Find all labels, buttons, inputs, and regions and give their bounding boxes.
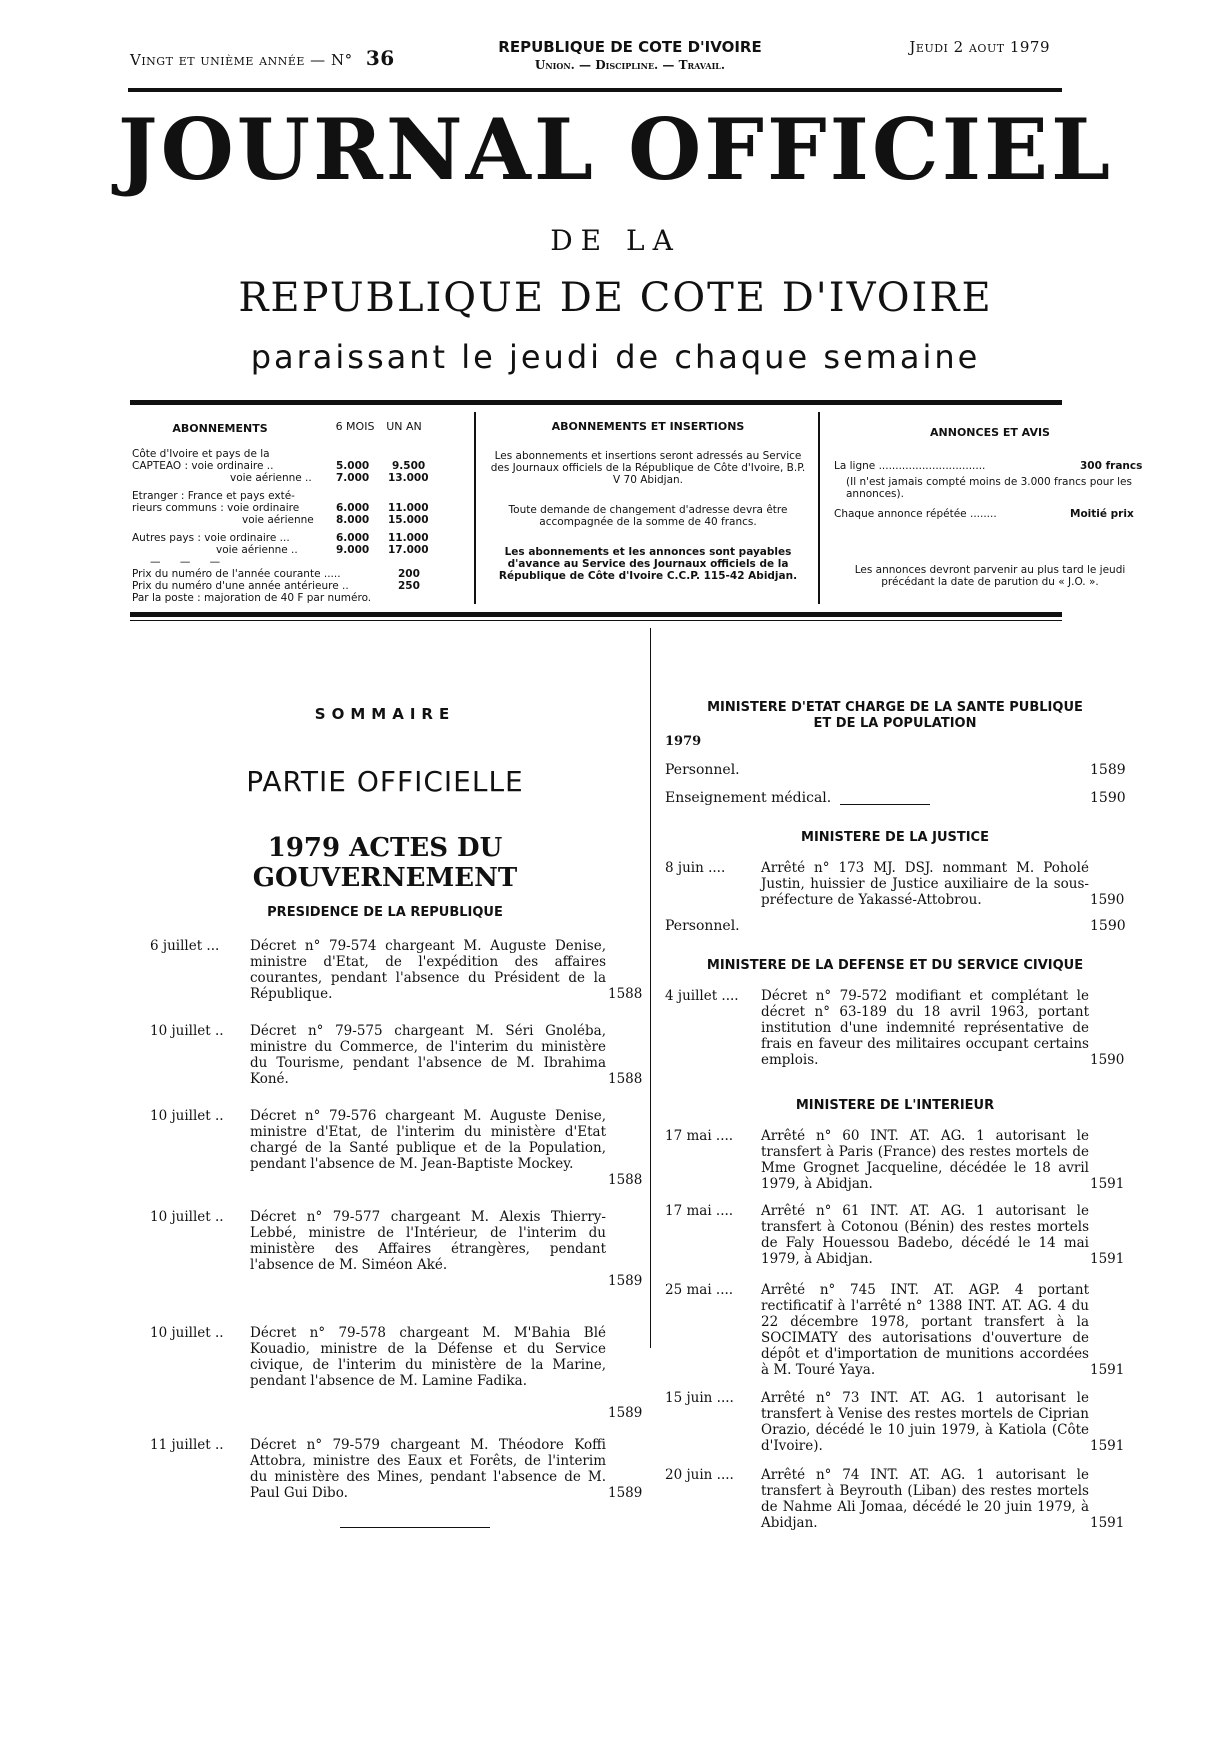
annonces-ligne: La ligne ................................ (834, 460, 986, 472)
price-current: Prix du numéro de l'année courante ..... (132, 568, 341, 580)
ci-line2: CAPTEAO : voie ordinaire .. (132, 460, 274, 472)
entry-date: 20 juin .... (665, 1467, 734, 1483)
annonces-box (830, 412, 1150, 604)
ci-b6: 7.000 (336, 472, 370, 484)
annonces-ligne-value: 300 francs (1080, 460, 1143, 472)
entry-page: 1589 (608, 1405, 643, 1421)
justice-personnel-page: 1590 (1090, 918, 1126, 934)
entry-text: Arrêté n° 173 MJ. DSJ. nommant M. Poholé Justin, huissier de Justice auxiliaire de la sous-préfecture de Yakassé-Attobrou. (761, 860, 1089, 908)
justice-personnel: Personnel. (665, 918, 740, 934)
sante-personnel-page: 1589 (1090, 762, 1126, 778)
et-line3: voie aérienne (242, 514, 314, 526)
box-divider-1 (474, 412, 476, 604)
entry-page: 1588 (608, 1172, 643, 1188)
entry-text: Décret n° 79-578 chargeant M. M'Bahia Blé Kouadio, ministre de la Défense et du Service civique, de l'interim du ministère de la Marine, pendant l'absence de M. Lamine Fadika. (250, 1325, 606, 1389)
header-republic: REPUBLIQUE DE COTE D'IVOIRE (498, 38, 762, 56)
header-motto: Union. — Discipline. — Travail. (534, 58, 726, 72)
entry-date: 4 juillet .... (665, 988, 739, 1004)
insertions-text3: Les abonnements et les annonces sont payables d'avance au Service des Journaux officiels de la République de Côte d'Ivoire C.C.P. 115-42 Abidjan. (498, 546, 798, 582)
list-item (150, 1108, 643, 1192)
six-months: 6 MOIS (335, 420, 375, 433)
column-divider (650, 628, 651, 1348)
list-item (665, 860, 1125, 908)
box-top-rule (130, 400, 1062, 405)
ci-a6: 5.000 (336, 460, 370, 472)
price-post: Par la poste : majoration de 40 F par numéro. (132, 592, 372, 604)
sommaire: SOMMAIRE (314, 705, 456, 723)
entry-date: 10 juillet .. (150, 1023, 224, 1039)
tagline: paraissant le jeudi de chaque semaine (250, 338, 981, 376)
entry-date: 6 juillet ... (150, 938, 220, 954)
subscriptions-box (130, 412, 466, 604)
entry-text: Arrêté n° 74 INT. AT. AG. 1 autorisant le transfert à Beyrouth (Liban) des restes mortels de Nahme Ali Jomaa, décédé le 20 juin 1979, à Abidjan. (761, 1467, 1089, 1531)
entry-page: 1590 (1090, 892, 1125, 908)
list-item (150, 1023, 643, 1091)
entry-date: 11 juillet .. (150, 1437, 224, 1453)
sante-enseignement-page: 1590 (1090, 790, 1126, 806)
entry-text: Arrêté n° 60 INT. AT. AG. 1 autorisant le transfert à Paris (France) des restes mortels de Mme Grognet Jacqueline, décédée le 18 avril 1979, à Abidjan. (761, 1128, 1089, 1192)
annonces-heading: ANNONCES ET AVIS (930, 426, 1050, 439)
annonces-note: (Il n'est jamais compté moins de 3.000 francs pour les annonces). (846, 476, 1132, 500)
au-line1: Autres pays : voie ordinaire ... (132, 532, 290, 544)
entry-text: Décret n° 79-575 chargeant M. Séri Gnoléba, ministre du Commerce, de l'interim du ministère du Tourisme, pendant l'absence de M. Ibrahima Koné. (250, 1023, 606, 1087)
entry-text: Décret n° 79-576 chargeant M. Auguste Denise, ministre d'Etat, de l'interim du ministère d'Etat chargé de la Santé publique et de la Population, pendant l'absence de M. Jean-Baptiste Mockey. (250, 1108, 606, 1172)
et-b12: 15.000 (388, 514, 429, 526)
entry-text: Décret n° 79-577 chargeant M. Alexis Thierry-Lebbé, ministre de l'Intérieur, de l'interim du ministère des Affaires étrangères, pendant l'absence de M. Siméon Aké. (250, 1209, 606, 1273)
au-line2: voie aérienne .. (216, 544, 298, 556)
entry-text: Arrêté n° 73 INT. AT. AG. 1 autorisant le transfert à Venise des restes mortels de Ciprian Orazio, décédé le 10 juin 1979, à Katiola (Côte d'Ivoire). (761, 1390, 1089, 1454)
sante-personnel: Personnel. (665, 762, 740, 778)
header-rule (128, 88, 1062, 92)
box-bottom-rule (130, 612, 1062, 617)
ci-line1: Côte d'Ivoire et pays de la (132, 448, 270, 460)
entry-page: 1588 (608, 986, 643, 1002)
list-item (665, 1282, 1125, 1378)
box-divider-2 (818, 412, 820, 604)
entry-date: 8 juin .... (665, 860, 726, 876)
dash-row: — — — (150, 556, 229, 568)
et-b6: 8.000 (336, 514, 370, 526)
list-item (150, 1437, 643, 1505)
entry-page: 1589 (608, 1273, 643, 1289)
entry-page: 1591 (1090, 1515, 1125, 1531)
sante-enseignement: Enseignement médical. (665, 790, 832, 806)
box-bottom-rule-thin (130, 620, 1062, 621)
price-previous-value: 250 (398, 580, 420, 592)
journal-title: JOURNAL OFFICIEL (117, 100, 1114, 199)
enseignement-rule (840, 804, 930, 805)
list-item (665, 1203, 1125, 1267)
au-a12: 11.000 (388, 532, 429, 544)
issue-label: Vingt et unième année — N° 36 (130, 46, 395, 70)
actes-heading: 1979 ACTES DU GOUVERNEMENT (252, 833, 518, 893)
insertions-text2: Toute demande de changement d'adresse devra être accompagnée de la somme de 40 francs. (508, 504, 788, 528)
entry-page: 1591 (1090, 1362, 1125, 1378)
price-current-value: 200 (398, 568, 420, 580)
et-a6: 6.000 (336, 502, 370, 514)
entry-page: 1590 (1090, 1052, 1125, 1068)
entry-date: 10 juillet .. (150, 1209, 224, 1225)
annonces-repeat-value: Moitié prix (1070, 508, 1134, 520)
et-line1: Etranger : France et pays exté- (132, 490, 295, 502)
list-item (665, 988, 1125, 1068)
entry-text: Décret n° 79-579 chargeant M. Théodore Koffi Attobra, ministre des Eaux et Forêts, de l'interim du ministère des Mines, pendant l'absence de M. Paul Gui Dibo. (250, 1437, 606, 1501)
presidence-heading: PRESIDENCE DE LA REPUBLIQUE (267, 905, 503, 920)
au-a6: 6.000 (336, 532, 370, 544)
insertions-heading: ABONNEMENTS ET INSERTIONS (551, 420, 745, 433)
entry-page: 1591 (1090, 1176, 1125, 1192)
entry-date: 15 juin .... (665, 1390, 734, 1406)
list-item (150, 938, 643, 1006)
ci-a12: 9.500 (392, 460, 426, 472)
entry-page: 1591 (1090, 1251, 1125, 1267)
partie-officielle: PARTIE OFFICIELLE (246, 765, 524, 798)
interieur-heading: MINISTERE DE L'INTERIEUR (795, 1098, 995, 1113)
defense-heading: MINISTERE DE LA DEFENSE ET DU SERVICE CIVIQUE (706, 958, 1084, 973)
left-end-rule (340, 1527, 490, 1528)
justice-heading: MINISTERE DE LA JUSTICE (801, 830, 989, 845)
list-item (665, 1390, 1125, 1454)
entry-page: 1591 (1090, 1438, 1125, 1454)
et-line2: rieurs communs : voie ordinaire (132, 502, 300, 514)
entry-text: Arrêté n° 745 INT. AT. AGP. 4 portant rectificatif à l'arrêté n° 1388 INT. AT. AG. 4 du 22 décembre 1978, portant transfert à la SOCIMATY des autorisations d'ouverture de dépôt et d'importation de munitions accordées à M. Touré Yaya. (761, 1282, 1089, 1378)
au-b12: 17.000 (388, 544, 429, 556)
country-title: REPUBLIQUE DE COTE D'IVOIRE (238, 275, 993, 321)
entry-text: Décret n° 79-574 chargeant M. Auguste Denise, ministre d'Etat, de l'expédition des affaires courantes, pendant l'absence du Président de la République. (250, 938, 606, 1002)
entry-date: 10 juillet .. (150, 1325, 224, 1341)
entry-date: 17 mai .... (665, 1128, 734, 1144)
list-item (665, 1128, 1125, 1192)
list-item (150, 1209, 643, 1293)
ci-line3: voie aérienne .. (230, 472, 312, 484)
annonces-deadline: Les annonces devront parvenir au plus tard le jeudi précédant la date de parution du « J.O. ». (854, 564, 1126, 588)
insertions-text1: Les abonnements et insertions seront adressés au Service des Journaux officiels de la République de Côte d'Ivoire, B.P. V 70 Abidjan. (490, 450, 806, 486)
list-item (150, 1325, 643, 1421)
entry-date: 17 mai .... (665, 1203, 734, 1219)
list-item (665, 1467, 1125, 1531)
sante-heading: MINISTERE D'ETAT CHARGE DE LA SANTE PUBLIQUE ET DE LA POPULATION (707, 700, 1083, 731)
insertions-box (486, 412, 810, 604)
entry-date: 10 juillet .. (150, 1108, 224, 1124)
annonces-repeat: Chaque annonce répétée ........ (834, 508, 997, 520)
one-year: UN AN (386, 420, 422, 433)
entry-text: Arrêté n° 61 INT. AT. AG. 1 autorisant le transfert à Cotonou (Bénin) des restes mortels de Faly Houessou Badebo, décédé le 14 mai 1979, à Abidjan. (761, 1203, 1089, 1267)
entry-page: 1589 (608, 1485, 643, 1501)
de-la: DE LA (550, 224, 681, 257)
et-a12: 11.000 (388, 502, 429, 514)
entry-text: Décret n° 79-572 modifiant et complétant le décret n° 63-189 du 18 avril 1963, portant institution d'une indemnité représentative de frais en faveur des militaires occupant certains emplois. (761, 988, 1089, 1068)
subscriptions-heading: ABONNEMENTS (172, 422, 268, 435)
issue-number: 36 (365, 46, 395, 70)
price-previous: Prix du numéro d'une année antérieure .. (132, 580, 349, 592)
ci-b12: 13.000 (388, 472, 429, 484)
entry-page: 1588 (608, 1071, 643, 1087)
sante-year: 1979 (665, 734, 702, 749)
au-b6: 9.000 (336, 544, 370, 556)
entry-date: 25 mai .... (665, 1282, 734, 1298)
issue-date: Jeudi 2 aout 1979 (909, 38, 1050, 56)
